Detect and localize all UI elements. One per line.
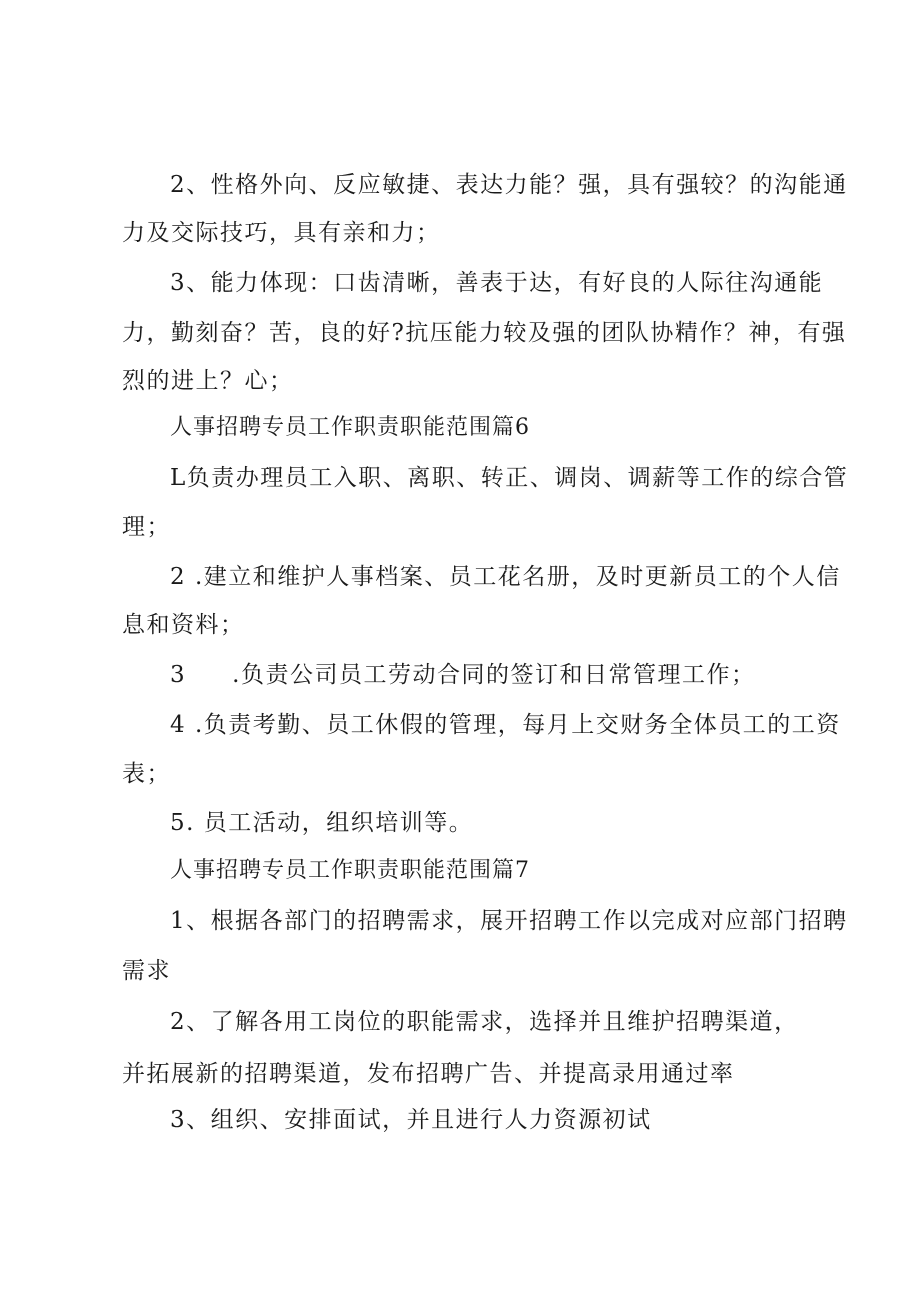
item-3-line-3: 烈的进上？心； [122,368,294,394]
s6-item-1-line-2: 理； [122,514,171,540]
item-3-line-2: 力，勤刻奋？苦，良的好?抗压能力较及强的团队协精作？神，有强 [122,320,847,346]
s6-item-4-line-1: 4 .负责考勤、员工休假的管理，每月上交财务全体员工的工资 [170,712,841,738]
s6-item-3-number: 3 [170,662,187,688]
s6-item-3 [170,660,755,690]
s6-item-1-line-1: L负责办理员工入职、离职、转正、调岗、调薪等工作的综合管 [170,465,849,491]
s7-item-2-line-1: 2、了解各用工岗位的职能需求，选择并且维护招聘渠道， [170,1009,799,1035]
s6-item-5: 5. 员工活动，组织培训等。 [170,810,474,836]
s7-item-3: 3、组织、安排面试，并且进行人力资源初试 [170,1107,652,1133]
s7-item-1-line-1: 1、根据各部门的招聘需求，展开招聘工作以完成对应部门招聘 [170,908,848,934]
item-3-line-1: 3、能力体现：口齿清晰，善表于达，有好良的人际往沟通能 [170,270,824,296]
s7-item-1-line-2: 需求 [122,958,171,984]
s6-item-4-line-2: 表； [122,761,171,787]
item-2-line-1: 2、性格外向、反应敏捷、表达力能？强，具有强较？的沟能通 [170,172,848,198]
section-6-heading: 人事招聘专员工作职责职能范围篇6 [170,415,530,440]
s7-item-2-line-2: 并拓展新的招聘渠道，发布招聘广告、并提高录用通过率 [122,1061,735,1087]
s6-item-2-line-2: 息和资料； [122,612,245,638]
s6-item-3-text: .负责公司员工劳动合同的签订和日常管理工作； [232,662,756,688]
s6-item-2-line-1: 2 .建立和维护人事档案、员工花名册，及时更新员工的个人信 [170,564,841,590]
item-2-line-2: 力及交际技巧，具有亲和力； [122,220,441,246]
section-7-heading: 人事招聘专员工作职责职能范围篇7 [170,858,530,883]
